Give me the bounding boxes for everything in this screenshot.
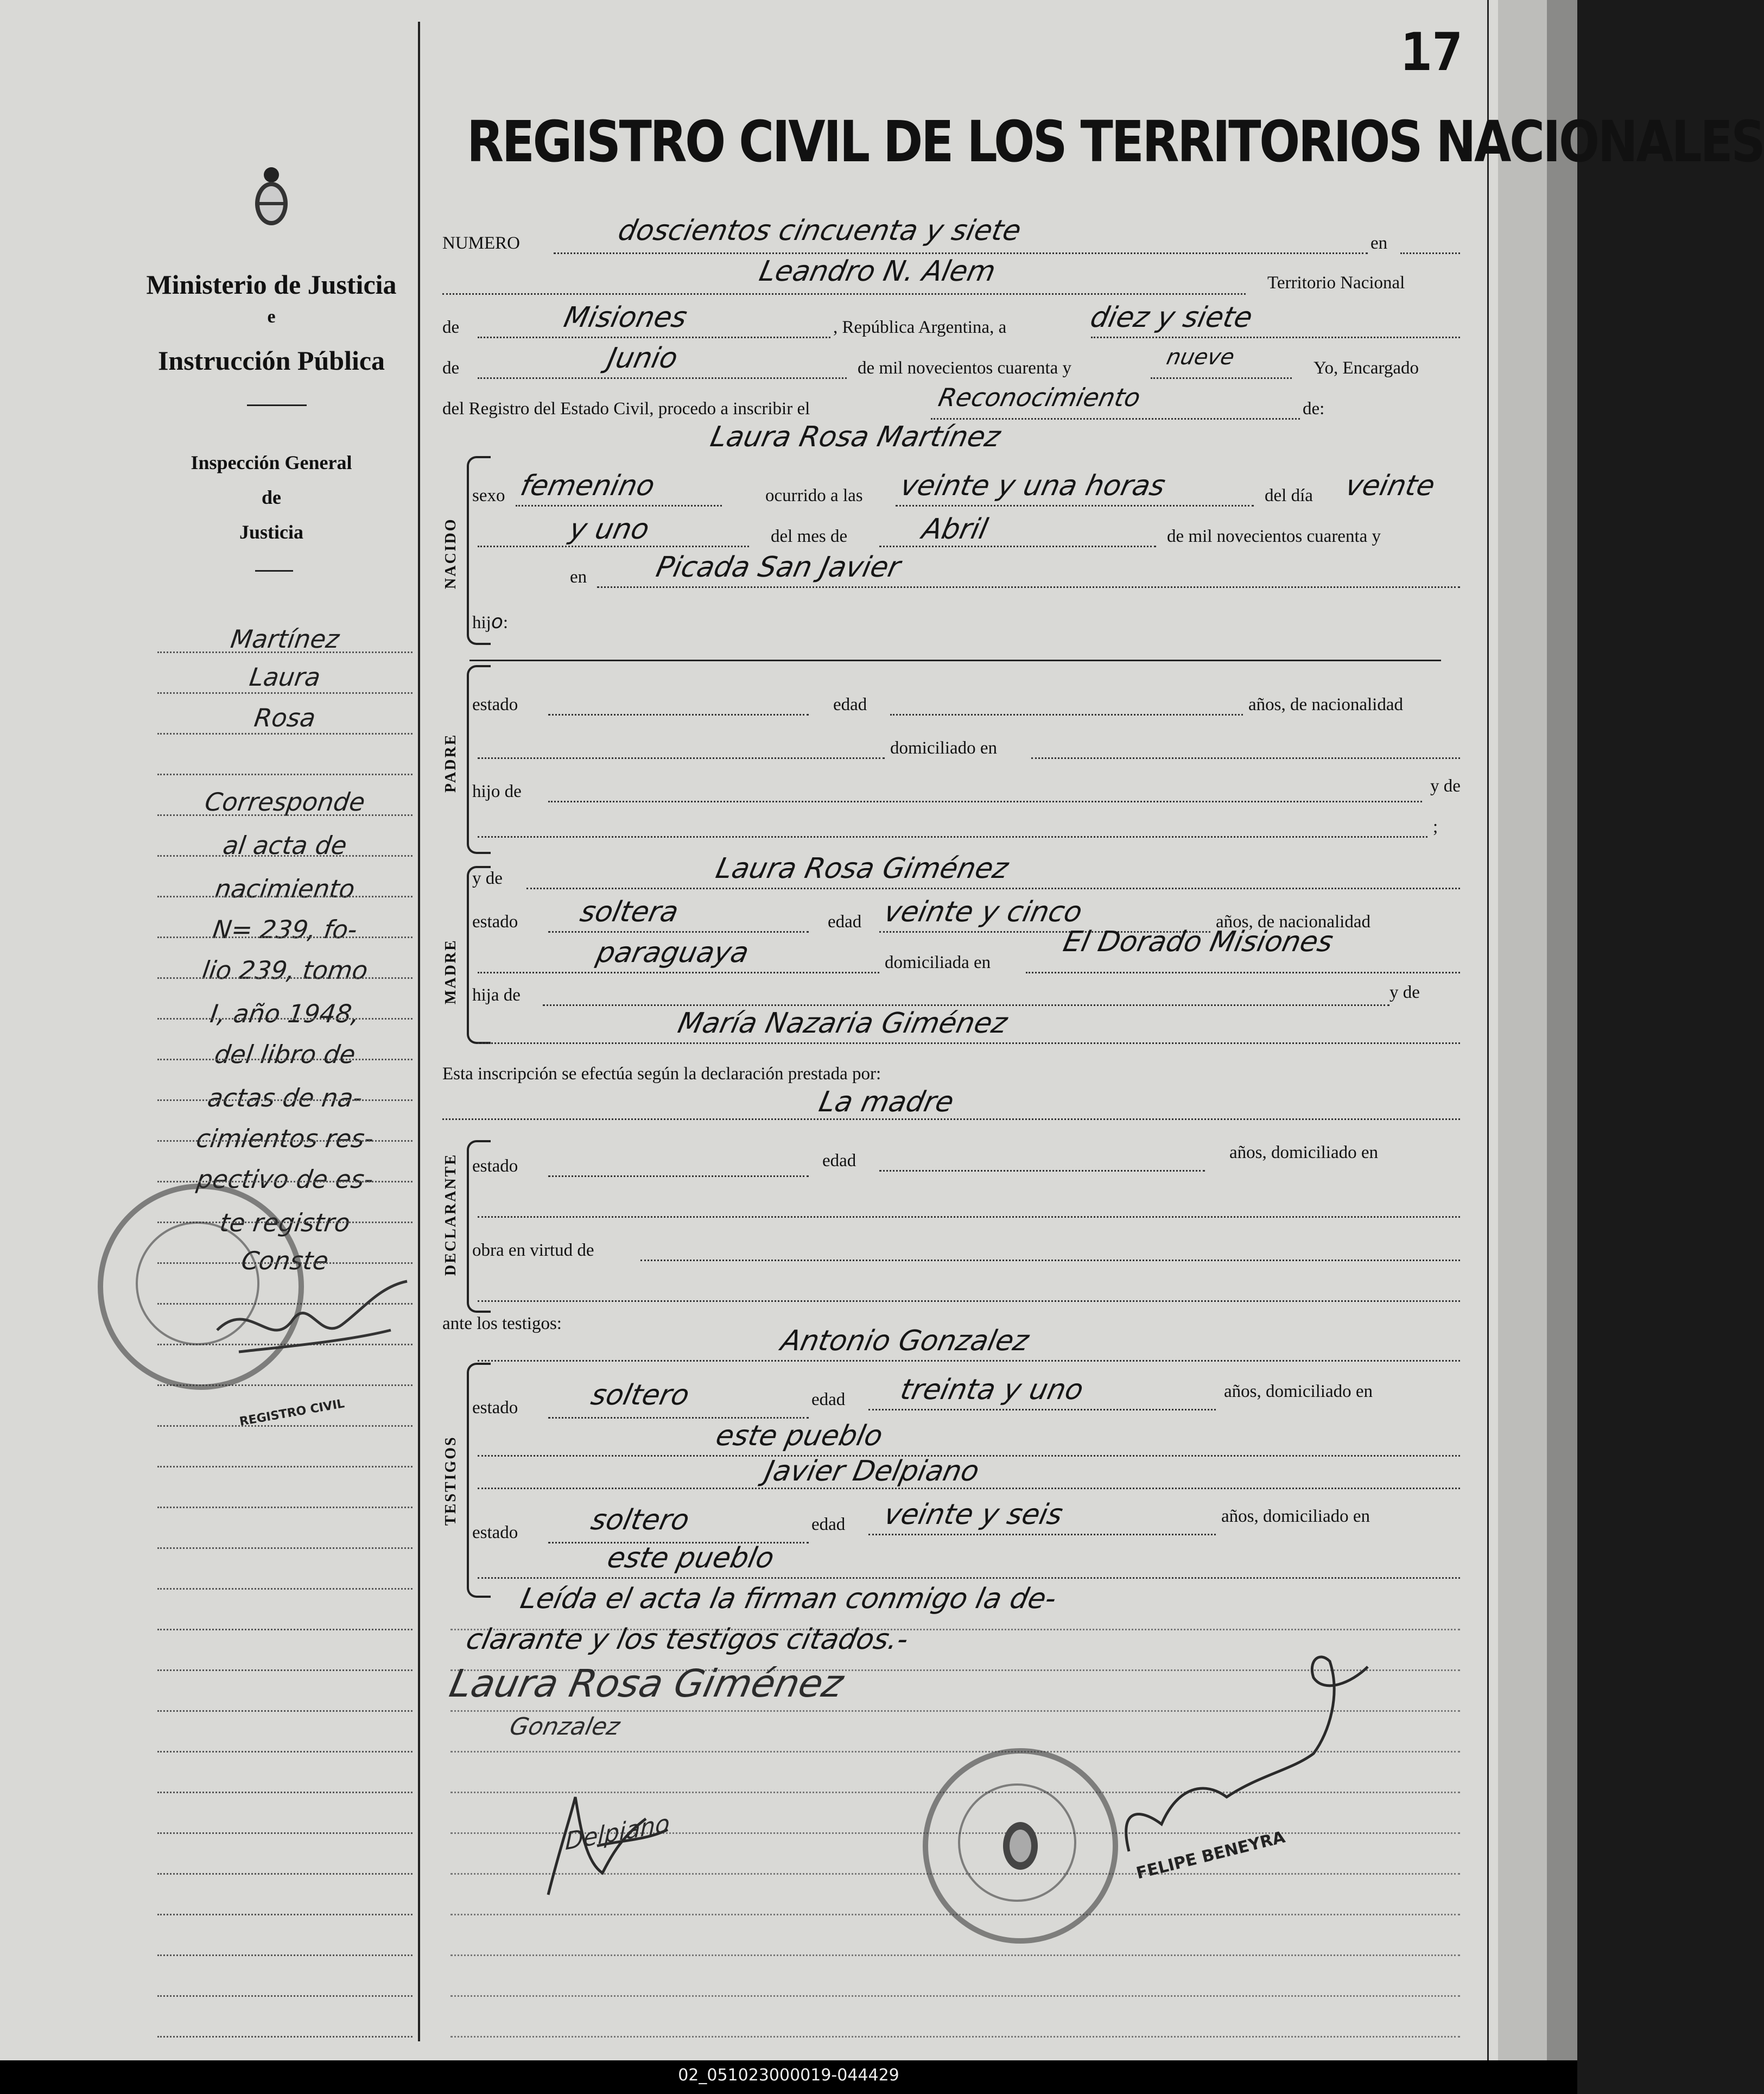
en-label: en: [1370, 233, 1388, 253]
margin-ruled-line: [157, 937, 413, 939]
padre-hijo-dots: [548, 801, 1422, 804]
testigo1-anos-label: años, domiciliado en: [1224, 1382, 1373, 1401]
declarante-label: DECLARANTE: [442, 1153, 459, 1276]
margin-ruled-line: [157, 1792, 413, 1794]
margin-ruled-line: [157, 1751, 413, 1754]
padre-anos-label: años, de nacionalidad: [1248, 695, 1403, 714]
inspection-line-2: de: [262, 486, 281, 508]
stamp-right-name: FELIPE BENEYRA: [1134, 1827, 1287, 1883]
binding-rule: [1487, 0, 1489, 2060]
de-mil-label: de mil novecientos cuarenta y: [858, 358, 1072, 378]
ministry-name: Ministerio de Justicia: [146, 269, 397, 300]
signature-testigo1: Gonzalez: [507, 1713, 623, 1741]
madre-nac-dots: [478, 972, 879, 975]
mes-nac-dots: [879, 546, 1156, 548]
body-ruled-line: [450, 2036, 1460, 2039]
margin-note-line: cimientos res-: [194, 1124, 376, 1153]
testigo1-dom-value: este pueblo: [713, 1420, 886, 1452]
testigo1-estado-value: soltero: [588, 1379, 693, 1412]
sexo-dots: [516, 505, 722, 508]
margin-ruled-line: [157, 1466, 413, 1469]
margin-ruled-line: [157, 733, 413, 736]
closing-line-2: clarante y los testigos citados.-: [463, 1623, 911, 1656]
margin-ruled-line: [157, 1669, 413, 1672]
hijo-colon: :: [503, 613, 509, 632]
testigo2-edad-value: veinte y seis: [881, 1498, 1066, 1531]
horas-value: veinte y una horas: [897, 470, 1169, 502]
mes-value: Junio: [604, 342, 681, 375]
margin-note-line: pectivo de es-: [194, 1165, 376, 1194]
padre-estado-dots: [548, 714, 809, 717]
madre-label: MADRE: [442, 939, 459, 1004]
page-title: REGISTRO CIVIL DE LOS TERRITORIOS NACIONALES: [467, 109, 1764, 175]
margin-note-line: nacimiento: [213, 874, 357, 903]
inscripcion-label: Esta inscripción se efectúa según la declaración prestada por:: [442, 1064, 881, 1084]
obra-dots: [640, 1260, 1460, 1262]
inscripto-value: Laura Rosa Martínez: [707, 421, 1004, 453]
margin-ruled-line: [157, 1140, 413, 1143]
declarante-edad-label: edad: [822, 1151, 856, 1171]
inspection-block: [163, 445, 380, 549]
stamp-crest-icon: [999, 1813, 1042, 1878]
signature-scrawl: [537, 1786, 678, 1906]
dia-nac-value: veinte: [1342, 470, 1438, 502]
ante-label: ante los testigos:: [442, 1314, 562, 1333]
testigo1-edad-label: edad: [811, 1390, 846, 1409]
margin-ruled-line: [157, 1914, 413, 1916]
body-ruled-line: [450, 1995, 1460, 1998]
padre-dom-dots: [1031, 757, 1460, 760]
margin-ruled-line: [157, 1099, 413, 1102]
de-label: de: [442, 318, 460, 337]
margin-ruled-line: [157, 1629, 413, 1631]
decl-estado-dots: [548, 1175, 809, 1178]
body-ruled-line: [450, 1954, 1460, 1957]
testigo1-estado-label: estado: [472, 1398, 518, 1418]
testigo1-edad-value: treinta y uno: [897, 1374, 1087, 1406]
del-registro-label: del Registro del Estado Civil, procedo a inscribir el: [442, 399, 810, 419]
testigo2-edad-label: edad: [811, 1515, 846, 1534]
margin-ruled-line: [157, 774, 413, 776]
sexo-value: femenino: [517, 470, 658, 502]
document-id: 02_051023000019-044429: [678, 2066, 899, 2085]
madre-edad-label: edad: [828, 912, 862, 932]
madre-y-de-label: y de: [472, 869, 503, 888]
acto-value: Reconocimiento: [936, 383, 1144, 412]
nacido-label: NACIDO: [442, 517, 459, 589]
stamp-left-text: REGISTRO CIVIL: [238, 1397, 346, 1429]
numero-value: doscientos cincuenta y siete: [615, 214, 1024, 247]
numero-label: NUMERO: [442, 233, 521, 253]
decl-edad-dots: [879, 1170, 1205, 1173]
ministry-name-2: Instrucción Pública: [157, 345, 385, 376]
declarante-anos-label: años, domiciliado en: [1229, 1143, 1379, 1162]
margin-ruled-line: [157, 1547, 413, 1550]
obra2-dots: [478, 1300, 1460, 1303]
en-label-2: en: [570, 567, 587, 587]
obra-label: obra en virtud de: [472, 1241, 594, 1260]
margin-note-line: Laura: [248, 662, 322, 692]
madre-dom-value: El Dorado Misiones: [1060, 926, 1336, 958]
de-mil-label-2: de mil novecientos cuarenta y: [1167, 527, 1381, 546]
padre-madre-dots: [478, 836, 1427, 839]
testigo2-dom-dots: [478, 1577, 1460, 1580]
madre-bracket: [467, 866, 491, 1044]
madre-edad-value: veinte y cinco: [881, 896, 1086, 928]
margin-ruled-line: [157, 651, 413, 654]
decl-dom-dots: [478, 1216, 1460, 1219]
lugar-dots: [597, 586, 1460, 589]
margin-rule: [418, 22, 420, 2041]
territorio-value: Misiones: [561, 301, 690, 334]
margin-ruled-line: [157, 855, 413, 858]
abuela-value: María Nazaria Giménez: [675, 1007, 1011, 1040]
page-number: 17: [1400, 22, 1463, 83]
dia-dots: [1091, 337, 1460, 339]
territorio-label: Territorio Nacional: [1267, 273, 1405, 293]
madre-nombre-dots: [526, 888, 1460, 890]
hijo-prefix: hij: [472, 613, 491, 632]
margin-ruled-line: [157, 1873, 413, 1876]
yo-encargado-label: Yo, Encargado: [1314, 358, 1419, 378]
inspection-line-1: Inspección General: [191, 452, 352, 473]
signature-declarante: Laura Rosa Giménez: [446, 1661, 848, 1706]
margin-note-line: Conste: [239, 1246, 331, 1275]
sexo-label: sexo: [472, 486, 505, 505]
signature-testigo2: Delpiano: [564, 1809, 670, 1856]
del-mes-label: del mes de: [771, 527, 848, 546]
de-label-2: de: [442, 358, 460, 378]
testigo1-nombre-dots: [478, 1360, 1460, 1363]
margin-note-line: al acta de: [221, 831, 349, 860]
testigos-label: TESTIGOS: [442, 1435, 459, 1526]
declarante-value: La madre: [816, 1086, 957, 1118]
testigo2-estado-label: estado: [472, 1523, 518, 1542]
margin-ruled-line: [157, 1018, 413, 1021]
madre-estado-dots: [548, 931, 809, 934]
testigo1-edad-dots: [868, 1409, 1216, 1412]
madre-y-de-label-2: y de: [1389, 983, 1420, 1002]
margin-note-line: lio 239, tomo: [200, 956, 370, 985]
abuela-dots: [478, 1042, 1460, 1045]
margin-note-line: te registro: [218, 1208, 352, 1237]
localidad-value: Leandro N. Alem: [756, 255, 999, 288]
inspection-divider: [255, 570, 293, 572]
inspection-line-3: Justicia: [239, 521, 303, 543]
padre-nac-dots: [478, 757, 885, 760]
lugar-value: Picada San Javier: [653, 551, 904, 584]
testigo2-nombre-value: Javier Delpiano: [762, 1455, 982, 1488]
anio-value: nueve: [1164, 345, 1237, 370]
margin-ruled-line: [157, 1507, 413, 1509]
padre-domiciliado-label: domiciliado en: [890, 738, 998, 758]
madre-domiciliada-label: domiciliada en: [885, 953, 991, 972]
madre-dom-dots: [1026, 972, 1460, 975]
closing-line-1: Leída el acta la firman conmigo la de-: [517, 1583, 1059, 1615]
margin-note-line: Corresponde: [203, 787, 367, 817]
book-edge: [1547, 0, 1577, 2060]
de-colon-label: de:: [1303, 399, 1325, 419]
testigo1-nombre-value: Antonio Gonzalez: [778, 1325, 1032, 1357]
hijo-suffix-value: o: [491, 611, 503, 633]
signature-officer: [1096, 1645, 1379, 1873]
footer-bar: [0, 2060, 1577, 2094]
testigo2-estado-value: soltero: [588, 1504, 693, 1536]
del-dia-label: del día: [1265, 486, 1313, 505]
margin-note-line: del libro de: [212, 1040, 358, 1069]
ministry-conjunction: e: [267, 307, 276, 327]
padre-edad-dots: [890, 714, 1243, 717]
margin-note-line: N= 239, fo-: [211, 915, 359, 944]
margin-ruled-line: [157, 1710, 413, 1713]
madre-nac-value: paraguaya: [593, 937, 752, 969]
padre-hijo-de-label: hijo de: [472, 782, 522, 801]
margin-ruled-line: [157, 2036, 413, 2039]
republica-label: , República Argentina, a: [833, 318, 1007, 337]
declarante-dots: [442, 1118, 1460, 1121]
margin-ruled-line: [157, 1832, 413, 1835]
padre-estado-label: estado: [472, 695, 518, 714]
margin-ruled-line: [157, 1588, 413, 1591]
margin-ruled-line: [157, 896, 413, 899]
padre-semicolon: ;: [1433, 817, 1438, 837]
margin-ruled-line: [157, 1954, 413, 1957]
signature-margin: [206, 1265, 423, 1374]
testigo2-edad-dots: [868, 1534, 1216, 1536]
localidad-dots: [442, 293, 1246, 296]
horas-dots: [896, 505, 1254, 508]
madre-anos-label: años, de nacionalidad: [1216, 912, 1370, 932]
anio-dots: [1151, 377, 1292, 380]
testigo2-anos-label: años, domiciliado en: [1221, 1507, 1370, 1526]
madre-hija-de-label: hija de: [472, 985, 521, 1005]
mes-nac-value: Abril: [919, 513, 991, 546]
coat-of-arms-icon: [250, 163, 293, 228]
en-dots: [1400, 252, 1460, 255]
padre-top-line: [469, 660, 1441, 661]
ministry-divider: [247, 404, 307, 406]
madre-nombre-value: Laura Rosa Giménez: [713, 852, 1012, 885]
padre-edad-label: edad: [833, 695, 867, 714]
margin-note-line: Martínez: [229, 624, 341, 654]
testigo2-dom-value: este pueblo: [604, 1542, 777, 1574]
dia-nac2-value: y uno: [566, 513, 652, 546]
hijo-label: [472, 611, 508, 633]
margin-ruled-line: [157, 977, 413, 980]
testigo2-nombre-dots: [478, 1488, 1460, 1490]
page-edge: [1498, 0, 1547, 2060]
margin-note-line: I, año 1948,: [208, 999, 362, 1028]
ocurrido-label: ocurrido a las: [765, 486, 863, 505]
madre-estado-value: soltera: [577, 896, 682, 928]
territorio-dots: [478, 337, 830, 339]
margin-ruled-line: [157, 692, 413, 695]
mes-dots: [478, 377, 847, 380]
margin-ruled-line: [157, 814, 413, 817]
margin-note-line: Rosa: [252, 703, 318, 732]
declarante-estado-label: estado: [472, 1156, 518, 1176]
padre-y-de-label: y de: [1430, 776, 1461, 796]
margin-note-line: actas de na-: [206, 1083, 364, 1112]
margin-ruled-line: [157, 1995, 413, 1998]
dia-nac2-dots: [478, 546, 749, 548]
dia-value: diez y siete: [1087, 301, 1255, 334]
madre-estado-label: estado: [472, 912, 518, 932]
margin-ruled-line: [157, 1059, 413, 1061]
padre-label: PADRE: [442, 733, 459, 793]
margin-ruled-line: [157, 1425, 413, 1428]
